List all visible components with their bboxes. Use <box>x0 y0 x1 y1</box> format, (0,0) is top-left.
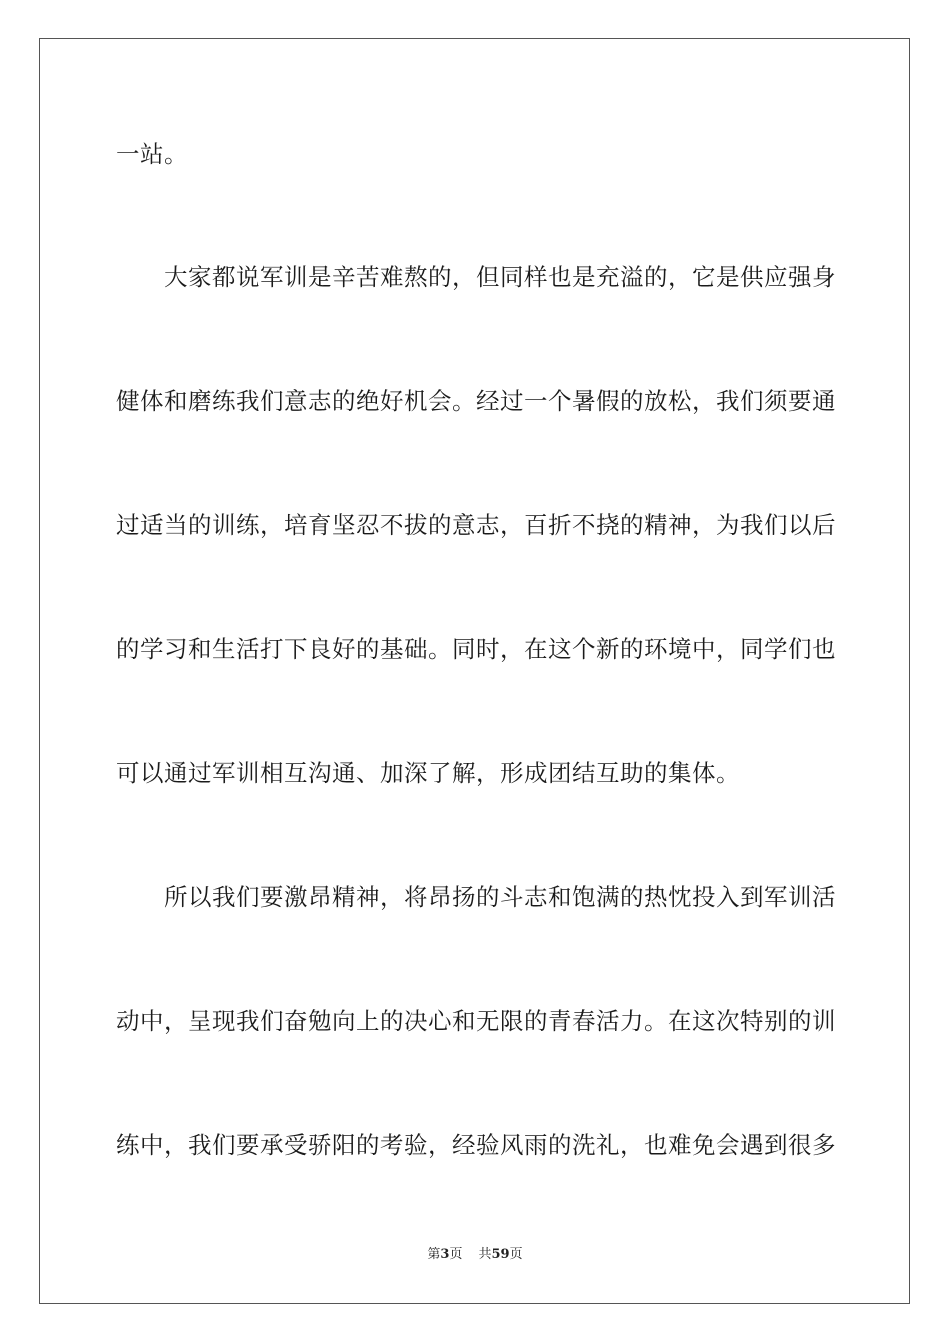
page-footer <box>0 1246 950 1264</box>
text-line-5: 的学习和生活打下良好的基础。同时，在这个新的环境中，同学们也 <box>116 635 836 663</box>
page-border <box>39 38 910 1304</box>
page-prefix: 第 <box>427 1247 441 1262</box>
page-suffix: 页 <box>449 1247 463 1262</box>
text-line-3: 健体和磨练我们意志的绝好机会。经过一个暑假的放松，我们须要通 <box>116 387 836 415</box>
page-number: 3 <box>440 1247 450 1262</box>
text-line-1: 一站。 <box>116 140 188 168</box>
text-line-6: 可以通过军训相互沟通、加深了解，形成团结互助的集体。 <box>116 759 740 787</box>
text-line-4: 过适当的训练，培育坚忍不拔的意志，百折不挠的精神，为我们以后 <box>116 511 836 539</box>
text-line-7: 所以我们要激昂精神，将昂扬的斗志和饱满的热忱投入到军训活 <box>164 883 836 911</box>
total-suffix: 页 <box>509 1247 523 1262</box>
total-pages: 59 <box>491 1247 510 1262</box>
text-line-2: 大家都说军训是辛苦难熬的，但同样也是充溢的，它是供应强身 <box>164 263 836 291</box>
text-line-8: 动中，呈现我们奋勉向上的决心和无限的青春活力。在这次特别的训 <box>116 1007 836 1035</box>
total-prefix: 共 <box>478 1247 492 1262</box>
text-line-9: 练中，我们要承受骄阳的考验，经验风雨的洗礼，也难免会遇到很多 <box>116 1131 836 1159</box>
